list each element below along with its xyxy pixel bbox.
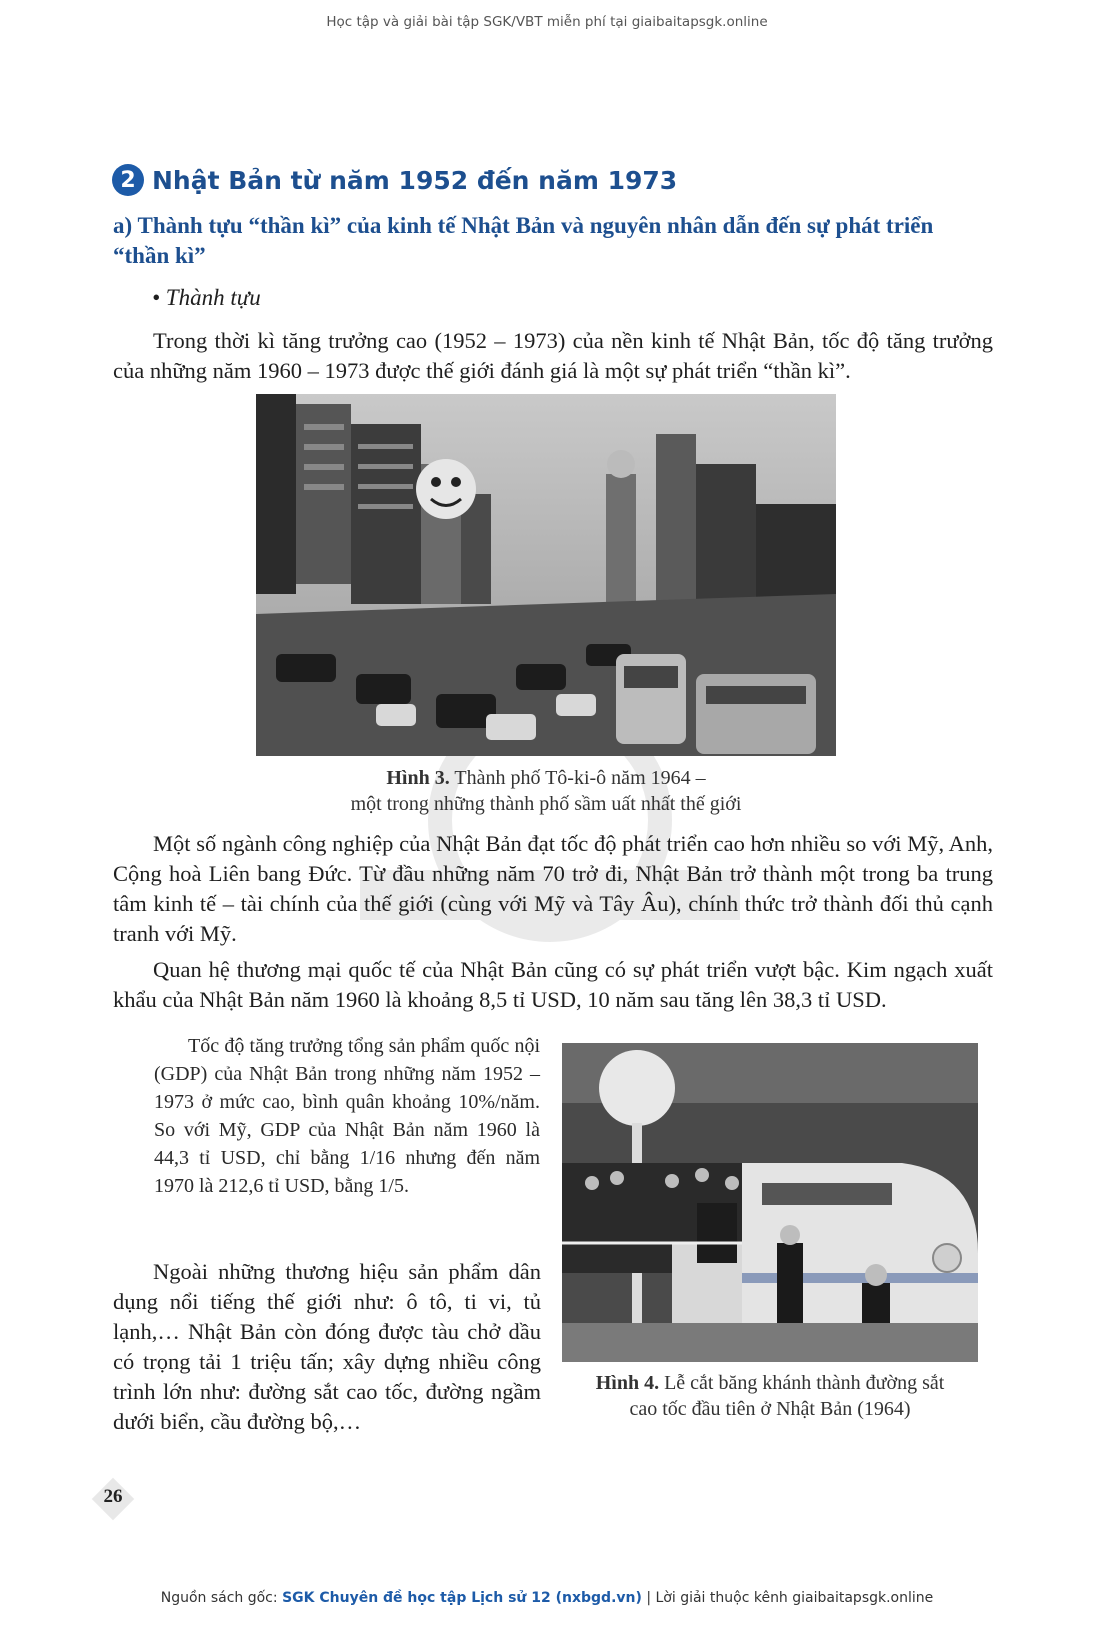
bullet-train-ceremony-image xyxy=(562,1043,978,1362)
gdp-info-box: Tốc độ tăng trưởng tổng sản phẩm quốc nội (GDP) của Nhật Bản trong những năm 1952 – 1973 ở mức cao, bình quân khoảng 10%/năm. So với Mỹ, GDP của Nhật Bản năm 1960 là 44,3 tỉ USD, chỉ bằng 1/16 nhưng đến năm 1970 là 212,6 tỉ USD, bằng 1/5. xyxy=(154,1035,540,1197)
subsection-title: a) Thành tựu “thần kì” của kinh tế Nhật Bản và nguyên nhân dẫn đến sự phát triển “thần kì” xyxy=(113,213,934,268)
figure-3-photo xyxy=(256,394,836,756)
section-number-badge: 2 xyxy=(112,164,144,196)
figure-4-caption-line2: cao tốc đầu tiên ở Nhật Bản (1964) xyxy=(629,1398,911,1420)
section-title: Nhật Bản từ năm 1952 đến năm 1973 xyxy=(152,165,678,195)
footer-prefix: Nguồn sách gốc: xyxy=(160,1590,283,1606)
footer-note xyxy=(0,1590,1094,1606)
footer-source-link[interactable]: SGK Chuyên đề học tập Lịch sử 12 (nxbgd.vn) xyxy=(282,1590,642,1606)
figure-4-photo xyxy=(562,1043,978,1362)
page-number: 26 xyxy=(103,1486,123,1507)
figure-4-caption-line1: Lễ cắt băng khánh thành đường sắt xyxy=(664,1372,945,1394)
figure-3-caption-line2: một trong những thành phố sầm uất nhất thế giới xyxy=(350,793,742,815)
section-heading xyxy=(112,164,677,196)
paragraph-industry: Một số ngành công nghiệp của Nhật Bản đạt tốc độ phát triển cao hơn nhiều so với Mỹ, Anh, Cộng hoà Liên bang Đức. Từ đầu những năm 70 trở đi, Nhật Bản trở thành một trong ba trung tâm kinh tế – tài chính của thế giới (cùng với Mỹ và Tây Âu), chính thức trở thành đối thủ cạnh tranh với Mỹ. xyxy=(113,831,993,946)
figure-3-caption-line1: Thành phố Tô-ki-ô năm 1964 – xyxy=(454,767,706,789)
paragraph-trade: Quan hệ thương mại quốc tế của Nhật Bản cũng có sự phát triển vượt bậc. Kim ngạch xuất khẩu của Nhật Bản năm 1960 là khoảng 8,5 tỉ USD, 10 năm sau tăng lên 38,3 tỉ USD. xyxy=(113,957,993,1012)
page-number-badge xyxy=(92,1478,134,1520)
header-note: Học tập và giải bài tập SGK/VBT miễn phí tại giaibaitapsgk.online xyxy=(326,14,768,30)
paragraph-growth: Trong thời kì tăng trưởng cao (1952 – 1973) của nền kinh tế Nhật Bản, tốc độ tăng trưởng của những năm 1960 – 1973 được thế giới đánh giá là một sự phát triển “thần kì”. xyxy=(113,328,993,383)
figure-3-label: Hình 3. xyxy=(386,767,450,789)
paragraph-brands: Ngoài những thương hiệu sản phẩm dân dụng nổi tiếng thế giới như: ô tô, ti vi, tủ lạnh,… Nhật Bản còn đóng được tàu chở dầu có trọng tải 1 triệu tấn; xây dựng nhiều công trình lớn như: đường sắt cao tốc, đường ngầm dưới biển, cầu đường bộ,… xyxy=(113,1259,541,1434)
figure-3-caption xyxy=(256,765,836,817)
figure-4-caption xyxy=(562,1370,978,1422)
bullet-heading: • Thành tựu xyxy=(152,285,261,310)
tokyo-street-image xyxy=(256,394,836,756)
figure-4-label: Hình 4. xyxy=(595,1372,660,1394)
footer-suffix: | Lời giải thuộc kênh giaibaitapsgk.online xyxy=(641,1590,934,1606)
